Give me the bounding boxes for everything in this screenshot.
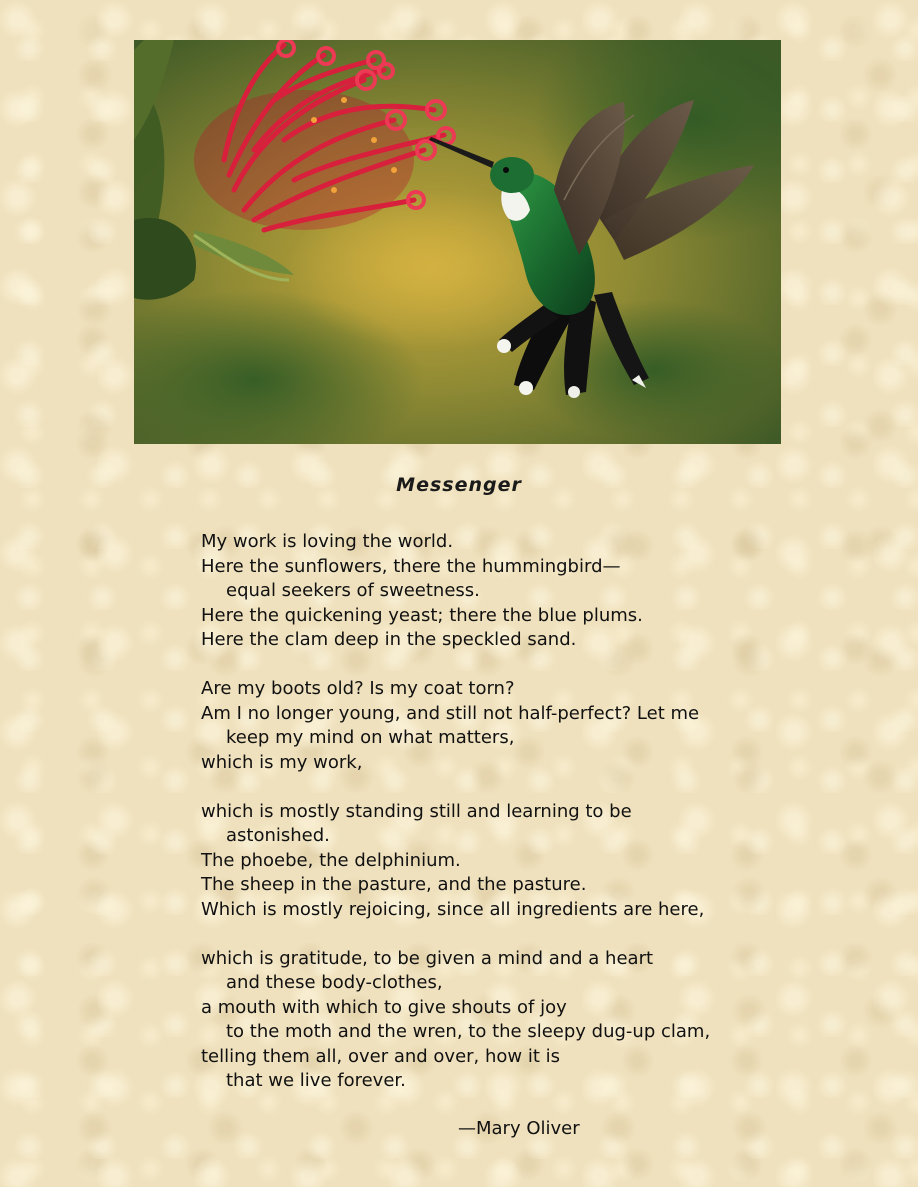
poem-line: and these body-clothes,: [226, 972, 443, 993]
poem-title: Messenger: [396, 474, 522, 496]
poem-line: The phoebe, the delphinium.: [201, 849, 461, 871]
poem-line: a mouth with which to give shouts of joy: [201, 996, 567, 1018]
poem-author: —Mary Oliver: [458, 1118, 580, 1139]
stanza-3: [201, 800, 801, 923]
stanza-2: [201, 677, 801, 775]
poem-line: which is gratitude, to be given a mind and a heart: [201, 947, 654, 969]
poem-line: equal seekers of sweetness.: [226, 580, 480, 601]
poem-body: [201, 530, 801, 1094]
poem-line: Are my boots old? Is my coat torn?: [201, 678, 515, 699]
stanza-break: [201, 653, 801, 678]
poem-line: Here the quickening yeast; there the blue plums.: [201, 604, 643, 626]
poem-line: Which is mostly rejoicing, since all ingredients are here,: [201, 898, 705, 920]
poem-line: which is mostly standing still and learning to be: [201, 800, 632, 822]
hummingbird-illustration: [134, 40, 781, 444]
poem-line: to the moth and the wren, to the sleepy dug-up clam,: [226, 1021, 711, 1042]
stanza-break: [201, 922, 801, 947]
poem-line: that we live forever.: [226, 1070, 406, 1091]
stanza-4: [201, 947, 801, 1094]
poem-line: telling them all, over and over, how it is: [201, 1045, 561, 1067]
poem-line: Here the clam deep in the speckled sand.: [201, 629, 577, 650]
poem-line: keep my mind on what matters,: [226, 727, 515, 748]
poem-line: astonished.: [226, 825, 330, 846]
poem-line: Here the sunflowers, there the hummingbird—: [201, 555, 621, 577]
poem-line: My work is loving the world.: [201, 531, 454, 552]
hummingbird-photo: [134, 40, 781, 444]
stanza-1: [201, 530, 801, 653]
stanza-break: [201, 775, 801, 800]
poem-line: which is my work,: [201, 751, 363, 773]
poem-line: Am I no longer young, and still not half-perfect? Let me: [201, 702, 700, 724]
poem-line: The sheep in the pasture, and the pasture.: [201, 874, 587, 895]
